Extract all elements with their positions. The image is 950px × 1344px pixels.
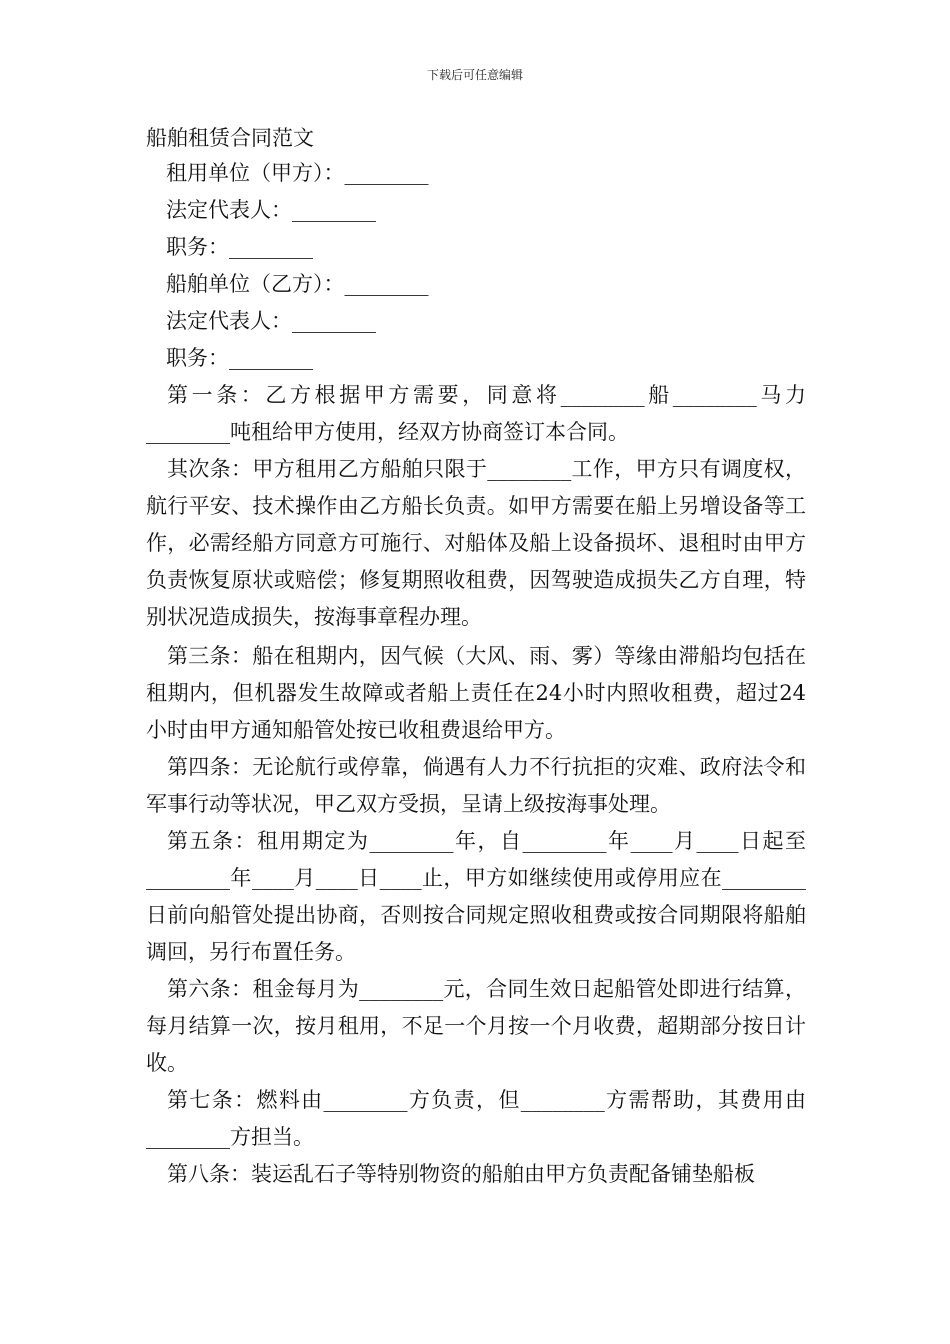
- article-6-paragraph: 第六条：租金每月为________元，合同生效日起船管处即进行结算，每月结算一次，按月租用，不足一个月按一个月收费，超期部分按日计收。: [146, 977, 806, 1075]
- article-8-paragraph: 第八条：装运乱石子等特别物资的船舶由甲方负责配备铺垫船板: [167, 1162, 755, 1186]
- page-header: 下载后可任意编辑: [426, 68, 523, 82]
- article-2-paragraph: 其次条：甲方租用乙方船舶只限于________工作，甲方只有调度权，航行平安、技术操作由乙方船长负责。如甲方需要在船上另增设备等工作，必需经船方同意方可施行、对船体及船上设备损坏、退租时由甲方负责恢复原状或赔偿；修复期照收租费，因驾驶造成损失乙方自理，特别状况造成损失，按海事章程办理。: [146, 457, 806, 629]
- article-1-paragraph: 第一条：乙方根据甲方需要，同意将________船________马力________吨租给甲方使用，经双方协商签订本合同。: [146, 383, 806, 444]
- party-a-representative-field: 法定代表人：________: [166, 198, 376, 222]
- article-5-paragraph: 第五条：租用期定为________年，自________年____月____日起至________年____月____日____止，甲方如继续使用或停用应在________日前向船管处提出协商，否则按合同规定照收租费或按合同期限将船舶调回，另行布置任务。: [146, 829, 806, 964]
- article-4-paragraph: 第四条：无论航行或停靠，倘遇有人力不行抗拒的灾难、政府法令和军事行动等状况，甲乙双方受损，呈请上级按海事处理。: [146, 755, 806, 816]
- article-3-paragraph: 第三条：船在租期内，因气候（大风、雨、雾）等缘由滞船均包括在租期内，但机器发生故障或者船上责任在24小时内照收租费，超过24小时由甲方通知船管处按已收租费退给甲方。: [146, 644, 806, 742]
- party-a-position-field: 职务：________: [166, 235, 313, 259]
- party-b-representative-field: 法定代表人：________: [166, 309, 376, 333]
- party-a-unit-field: 租用单位（甲方）：________: [166, 161, 429, 185]
- party-b-unit-field: 船舶单位（乙方）：________: [166, 272, 429, 296]
- party-b-position-field: 职务：________: [166, 346, 313, 370]
- article-7-paragraph: 第七条：燃料由________方负责，但________方需帮助，其费用由________方担当。: [146, 1088, 806, 1149]
- document-title: 船舶租赁合同范文: [146, 126, 314, 150]
